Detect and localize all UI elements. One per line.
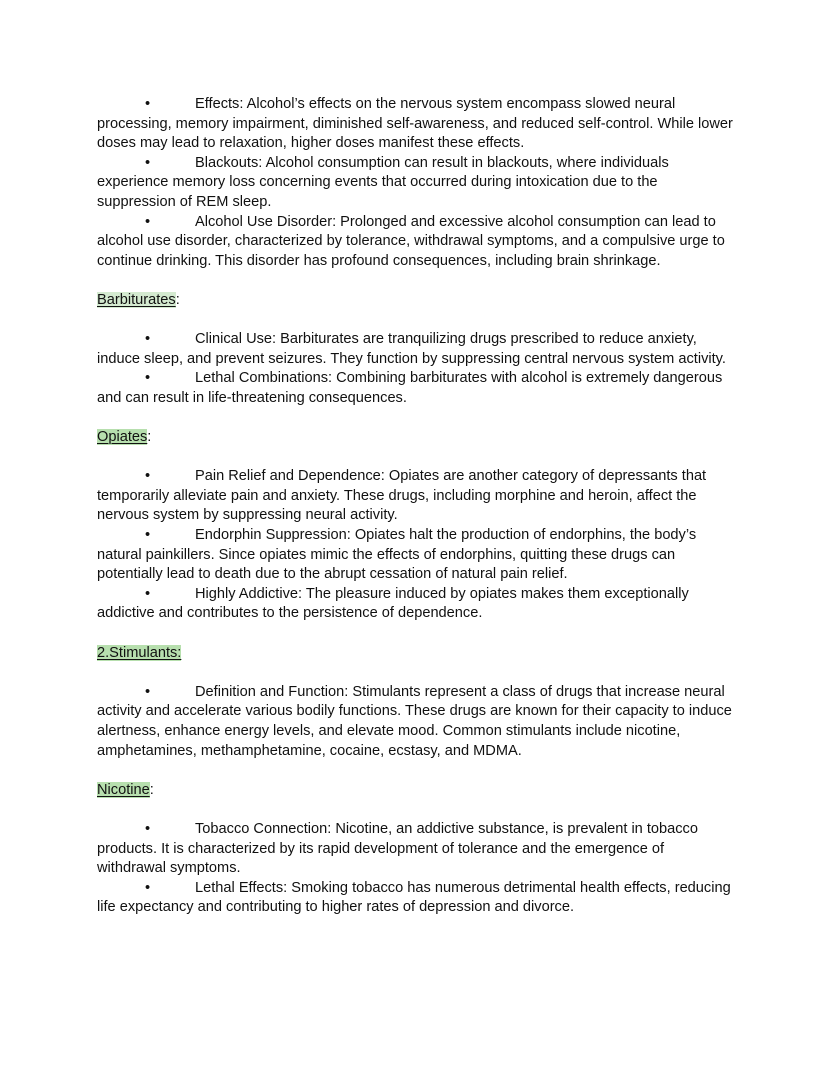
- highlighted-heading: Opiates: [97, 429, 148, 446]
- document-page: [97, 95, 737, 918]
- highlighted-heading: 2.Stimulants:: [97, 644, 182, 661]
- bullet-highly-addictive: • Highly Addictive: The pleasure induced by opiates makes them exceptionally addictive and contributes to the persistence of dependence.: [97, 585, 689, 622]
- highlighted-heading: Nicotine: [97, 781, 150, 798]
- bullet-icon: •: [145, 213, 151, 230]
- bullet-icon: •: [145, 331, 151, 348]
- bullet-icon: •: [145, 527, 151, 544]
- heading-stimulants: [97, 644, 737, 664]
- bullet-endorphin-suppression: • Endorphin Suppression: Opiates halt the production of endorphins, the body’s natural painkillers. Since opiates mimic the effects of endorphins, quitting these drugs can potentially lead to death due to the abrupt cessation of natural pain relief.: [97, 527, 697, 583]
- bullet-icon: •: [145, 585, 151, 602]
- heading-barbiturates: Barbiturates:: [97, 291, 180, 308]
- bullet-alcohol-use-disorder: • Alcohol Use Disorder: Prolonged and excessive alcohol consumption can lead to alcohol use disorder, characterized by tolerance, withdrawal symptoms, and a compulsive urge to continue drinking. This disorder has profound consequences, including brain shrinkage.: [97, 213, 725, 269]
- bullet-pain-relief: • Pain Relief and Dependence: Opiates are another category of depressants that temporarily alleviate pain and anxiety. These drugs, including morphine and heroin, affect the nervous system by suppressing neural activity.: [97, 468, 707, 524]
- highlighted-heading: Barbiturates: [97, 291, 176, 308]
- bullet-icon: •: [145, 370, 151, 387]
- bullet-icon: •: [145, 683, 151, 700]
- bullet-icon: •: [145, 154, 151, 171]
- bullet-icon: •: [145, 879, 151, 896]
- bullet-icon: •: [145, 820, 151, 837]
- bullet-definition-function: • Definition and Function: Stimulants represent a class of drugs that increase neural activity and accelerate various bodily functions. These drugs are known for their capacity to induce alertness, enhance energy levels, and elevate mood. Common stimulants include nicotine, amphetamines, methamphetamine, cocaine, ecstasy, and MDMA.: [97, 683, 732, 759]
- bullet-effects: • Effects: Alcohol’s effects on the nervous system encompass slowed neural processing, memory impairment, diminished self-awareness, and reduced self-control. While lower doses may lead to relaxation, higher doses manifest these effects.: [97, 96, 733, 152]
- bullet-blackouts: • Blackouts: Alcohol consumption can result in blackouts, where individuals experience memory loss concerning events that occurred during intoxication due to the suppression of REM sleep.: [97, 154, 669, 210]
- heading-opiates: Opiates:: [97, 429, 152, 446]
- bullet-clinical-use: • Clinical Use: Barbiturates are tranquilizing drugs prescribed to reduce anxiety, induce sleep, and prevent seizures. They function by suppressing central nervous system activity.: [97, 331, 726, 367]
- bullet-lethal-combinations: • Lethal Combinations: Combining barbiturates with alcohol is extremely dangerous and can result in life-threatening consequences.: [97, 370, 723, 406]
- bullet-icon: •: [145, 96, 151, 112]
- bullet-icon: •: [145, 468, 151, 485]
- bullet-lethal-effects: • Lethal Effects: Smoking tobacco has numerous detrimental health effects, reducing life expectancy and contributing to higher rates of depression and divorce.: [97, 879, 731, 916]
- bullet-tobacco-connection: • Tobacco Connection: Nicotine, an addictive substance, is prevalent in tobacco products. It is characterized by its rapid development of tolerance and the emergence of withdrawal symptoms.: [97, 820, 698, 877]
- heading-nicotine: Nicotine:: [97, 781, 154, 798]
